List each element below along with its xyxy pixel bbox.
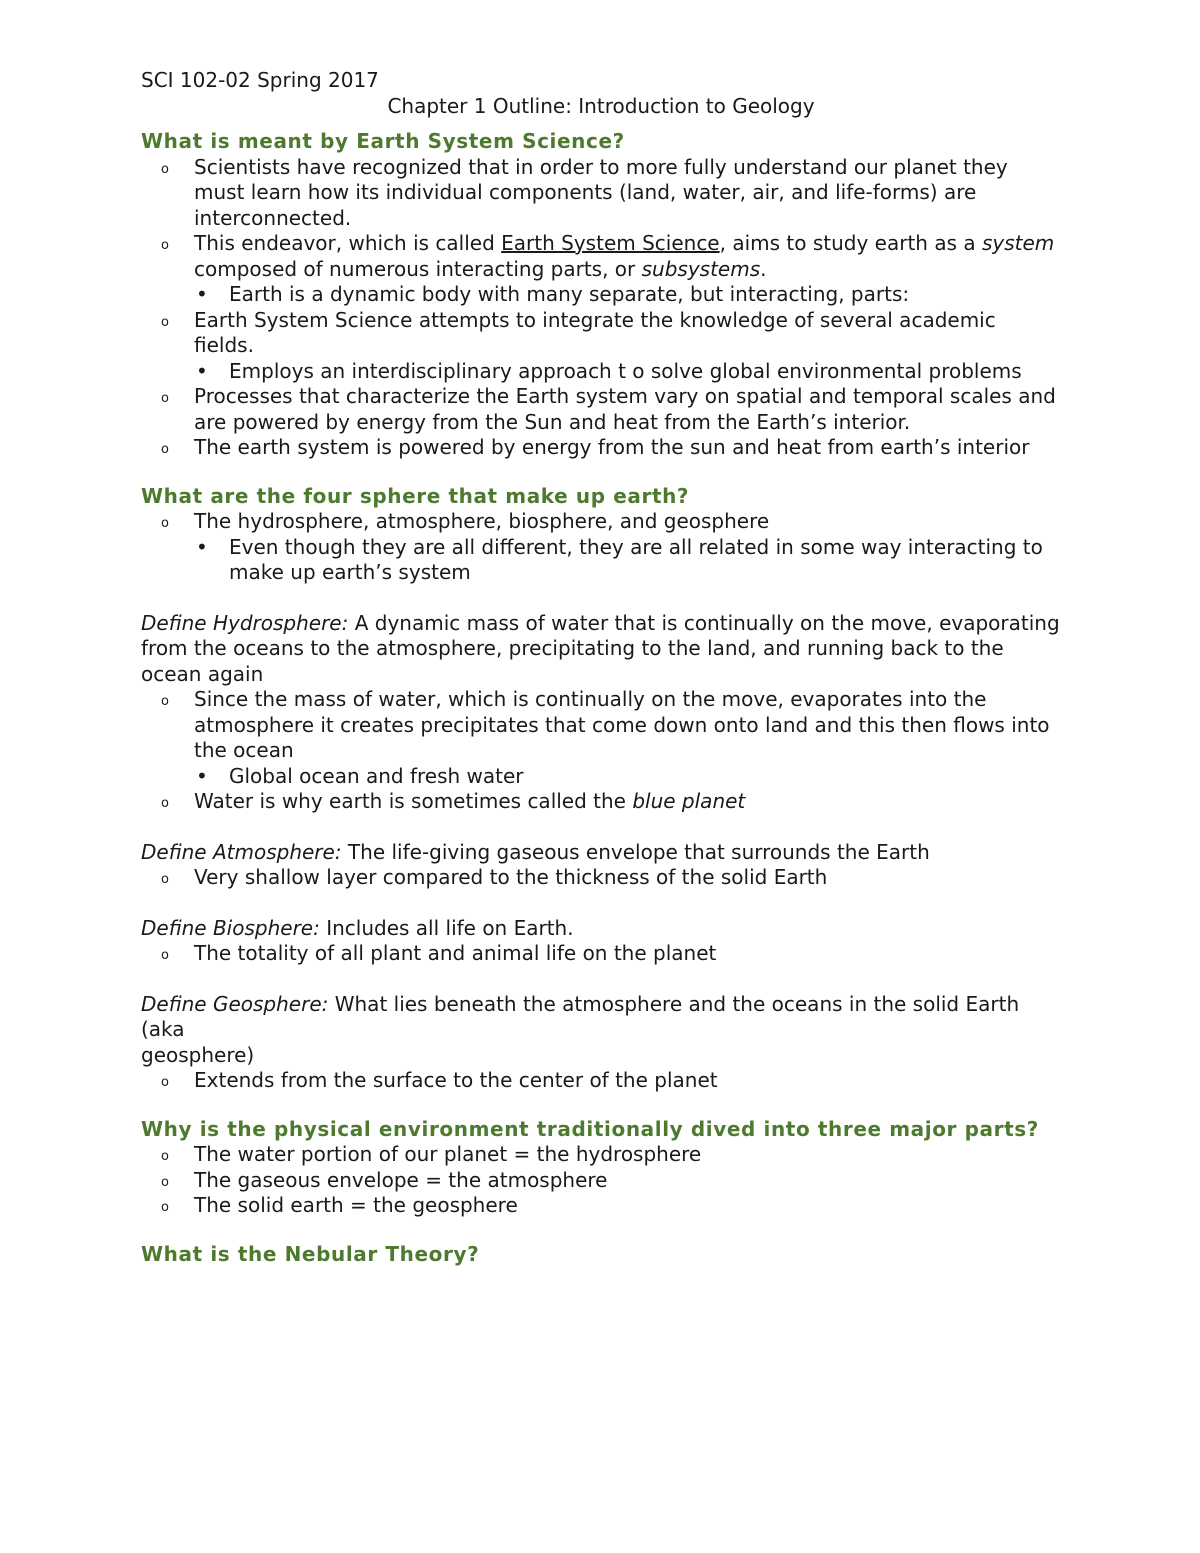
- list-item-text: .: [760, 256, 767, 281]
- course-label: SCI 102-02 Spring 2017: [141, 68, 379, 92]
- list-item: [141, 941, 1061, 967]
- list-item-text: The gaseous envelope = the atmosphere: [194, 1167, 608, 1192]
- section-list: [141, 509, 1061, 586]
- list-item-text: The solid earth = the geosphere: [194, 1193, 518, 1217]
- list-item-text: Earth System Science attempts to integrate the knowledge of several academic fields.: [194, 307, 996, 357]
- list-item-text: Processes that characterize the Earth system vary on spatial and temporal scales and are powered by energy from the Sun and heat from the Earth’s interior.: [194, 384, 1056, 434]
- definition-atmosphere: [141, 840, 1061, 866]
- sub-list: [194, 764, 1061, 790]
- sub-list: [194, 535, 1061, 586]
- document-page: [141, 68, 1061, 1267]
- list-item: [141, 1168, 1061, 1194]
- sub-list-item: • Earth is a dynamic body with many separate, but interacting, parts:: [194, 282, 1061, 308]
- sub-list-item: • Employs an interdisciplinary approach t o solve global environmental problems: [194, 359, 1061, 385]
- definition-geosphere: [141, 992, 1061, 1043]
- list-item: [141, 789, 1061, 815]
- list-item: [141, 1142, 1061, 1168]
- list-item-text: composed of numerous interacting parts, or: [194, 256, 642, 281]
- italic-term: blue planet: [632, 789, 746, 813]
- section-heading-four-spheres: What are the four sphere that make up earth?: [141, 483, 690, 508]
- spacer: [141, 1094, 1061, 1117]
- document-title: Chapter 1 Outline: Introduction to Geology: [387, 93, 815, 118]
- spacer: [141, 1219, 1061, 1242]
- list-item-text: Scientists have recognized that in order to more fully understand our planet they must learn how its individual components (land, water, air, and life-forms) are interconnected.: [194, 154, 1008, 230]
- definition-text-continued: geosphere): [141, 1042, 255, 1067]
- definition-term: Define Biosphere:: [141, 915, 320, 940]
- list-item: [141, 865, 1061, 891]
- list-item: [141, 687, 1061, 789]
- list-item-text: The totality of all plant and animal life on the planet: [194, 941, 717, 965]
- spacer: [141, 967, 1061, 992]
- list-item: [141, 308, 1061, 385]
- list-item-text: Water is why earth is sometimes called the: [194, 789, 633, 813]
- section-list: [141, 1068, 1061, 1094]
- list-item: [141, 1193, 1061, 1219]
- italic-term: subsystems: [641, 256, 761, 281]
- list-item-text: The earth system is powered by energy from the sun and heat from earth’s interior: [194, 435, 1030, 459]
- definition-text: What lies beneath the atmosphere and the oceans in the solid Earth (aka: [141, 991, 1020, 1041]
- section-list: [141, 155, 1061, 461]
- definition-hydrosphere: [141, 611, 1061, 688]
- spacer: [141, 815, 1061, 840]
- underlined-term: Earth System Science: [501, 231, 720, 255]
- definition-text: A dynamic mass of water that is continually on the move, evaporating from the oceans to the atmosphere, precipitating to the land, and running back to the ocean again: [141, 610, 1060, 686]
- section-heading-nebular-theory: What is the Nebular Theory?: [141, 1241, 480, 1266]
- section-list: [141, 1142, 1061, 1219]
- spacer: [141, 461, 1061, 484]
- sub-list: [194, 359, 1061, 385]
- list-item-text: Very shallow layer compared to the thickness of the solid Earth: [194, 865, 828, 889]
- section-list: [141, 865, 1061, 891]
- definition-term: Define Geosphere:: [141, 991, 329, 1016]
- list-item-text: This endeavor, which is called: [194, 231, 502, 255]
- list-item-text: The water portion of our planet = the hydrosphere: [194, 1142, 702, 1166]
- list-item: [141, 384, 1061, 435]
- list-item: [141, 231, 1061, 308]
- definition-biosphere: [141, 916, 1061, 942]
- list-item: [141, 155, 1061, 232]
- sub-list-item: • Global ocean and fresh water: [194, 764, 1061, 790]
- definition-term: Define Atmosphere:: [141, 839, 342, 864]
- definition-term: Define Hydrosphere:: [141, 610, 349, 635]
- sub-list-item: • Even though they are all different, they are all related in some way interacting to make up earth’s system: [194, 535, 1061, 586]
- section-list: [141, 941, 1061, 967]
- list-item: [141, 435, 1061, 461]
- definition-text: The life-giving gaseous envelope that surrounds the Earth: [341, 839, 930, 864]
- list-item-text: Extends from the surface to the center of the planet: [194, 1068, 718, 1092]
- section-heading-earth-system-science: What is meant by Earth System Science?: [141, 129, 625, 153]
- section-list: [141, 687, 1061, 815]
- italic-term: system: [981, 231, 1055, 255]
- list-item-text: Since the mass of water, which is continually on the move, evaporates into the atmosphere it creates precipitates that come down onto land and this then flows into the ocean: [194, 687, 1050, 762]
- section-heading-three-parts: Why is the physical environment traditionally dived into three major parts?: [141, 1116, 1039, 1141]
- list-item-text: , aims to study earth as a: [719, 231, 982, 255]
- spacer: [141, 586, 1061, 611]
- list-item: [141, 509, 1061, 586]
- sub-list: [194, 282, 1061, 308]
- list-item-text: The hydrosphere, atmosphere, biosphere, and geosphere: [194, 509, 770, 533]
- spacer: [141, 891, 1061, 916]
- list-item: [141, 1068, 1061, 1094]
- definition-text: Includes all life on Earth.: [319, 915, 574, 940]
